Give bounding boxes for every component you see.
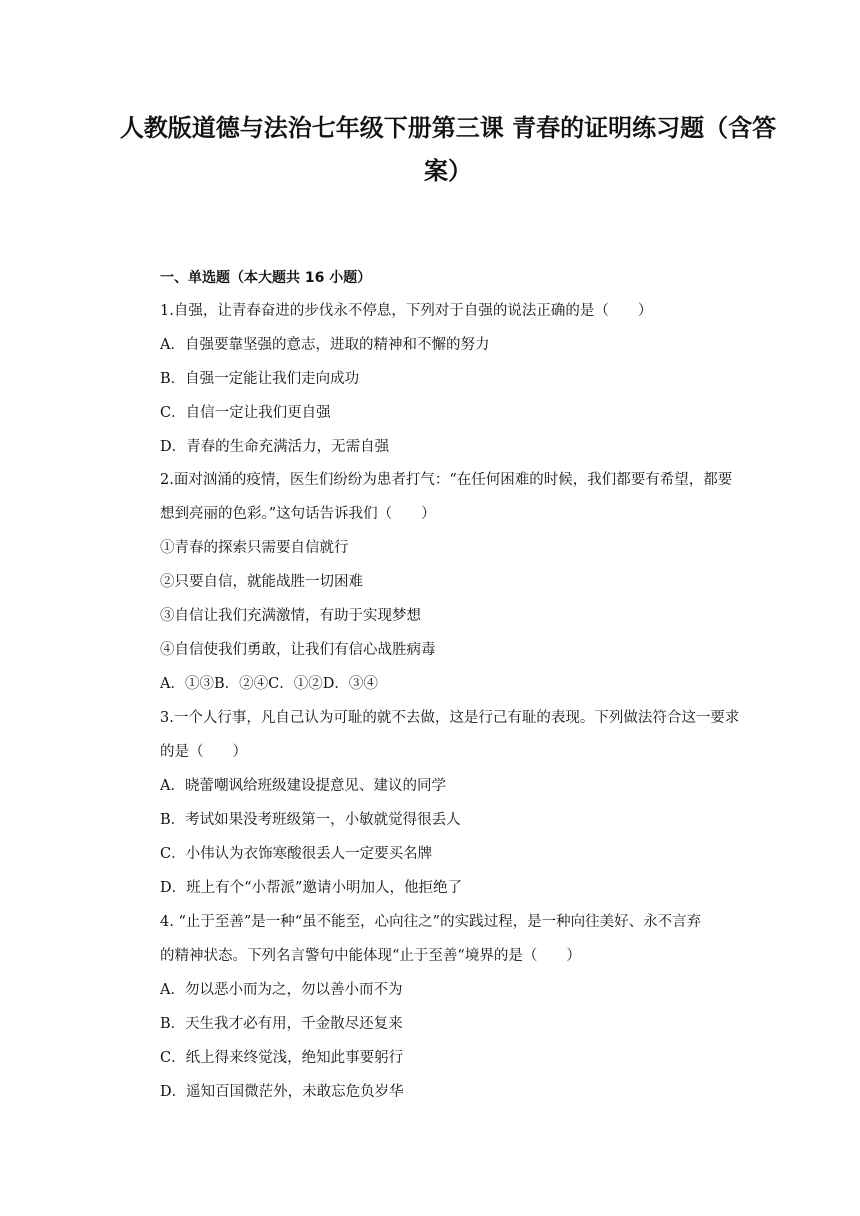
question-2-statement-1: ①青春的探索只需要自信就行 — [160, 540, 349, 556]
question-4-option-a: A．勿以恶小而为之，勿以善小而不为 — [160, 982, 403, 998]
question-3-option-b: B．考试如果没考班级第一，小敏就觉得很丢人 — [160, 812, 461, 828]
question-2-statement-3: ③自信让我们充满激情，有助于实现梦想 — [160, 608, 421, 624]
question-3-option-d: D．班上有个“小帮派”邀请小明加人，他拒绝了 — [160, 880, 462, 896]
question-2-statement-2: ②只要自信，就能战胜一切困难 — [160, 574, 363, 590]
question-4-stem-line-1: 4. “止于至善”是一种“虽不能至，心向往之”的实践过程，是一种向往美好、永不言弃 — [160, 914, 702, 930]
question-3-option-a: A．晓蕾嘲讽给班级建设提意见、建议的同学 — [160, 778, 446, 794]
question-2-stem-line-1: 2.面对汹涌的疫情，医生们纷纷为患者打气：“在任何困难的时候，我们都要有希望，都要 — [160, 472, 733, 488]
document-title-line-2: 案） — [424, 157, 472, 185]
question-1-option-a: A．自强要靠坚强的意志，进取的精神和不懈的努力 — [160, 337, 490, 353]
question-1-option-b: B．自强一定能让我们走向成功 — [160, 371, 360, 387]
question-3-option-c: C．小伟认为衣饰寒酸很丢人一定要买名牌 — [160, 846, 433, 862]
question-2-options: A．①③B．②④C．①②D．③④ — [160, 676, 378, 692]
question-2-statement-4: ④自信使我们勇敢，让我们有信心战胜病毒 — [160, 642, 436, 658]
question-1-option-c: C．自信一定让我们更自强 — [160, 405, 331, 421]
question-4-option-c: C．纸上得来终觉浅，绝知此事要躬行 — [160, 1050, 404, 1066]
question-3-stem-line-1: 3.一个人行事，凡自己认为可耻的就不去做，这是行己有耻的表现。下列做法符合这一要求 — [160, 710, 740, 726]
question-4-stem-line-2: 的精神状态。下列名言警句中能体现“止于至善“境界的是（ ） — [160, 948, 581, 964]
question-1-stem: 1.自强，让青春奋进的步伐永不停息，下列对于自强的说法正确的是（ ） — [160, 303, 653, 319]
question-4-option-b: B．天生我才必有用，千金散尽还复来 — [160, 1016, 403, 1032]
document-title-line-1: 人教版道德与法治七年级下册第三课 青春的证明练习题（含答 — [119, 114, 777, 142]
question-4-option-d: D．遥知百国微茫外，未敢忘危负岁华 — [160, 1084, 404, 1100]
question-1-option-d: D．青春的生命充满活力，无需自强 — [160, 439, 390, 455]
question-2-stem-line-2: 想到亮丽的色彩。”这句话告诉我们（ ） — [160, 506, 436, 522]
question-3-stem-line-2: 的是（ ） — [160, 744, 247, 760]
section-heading: 一、单选题（本大题共 16 小题） — [160, 270, 372, 286]
